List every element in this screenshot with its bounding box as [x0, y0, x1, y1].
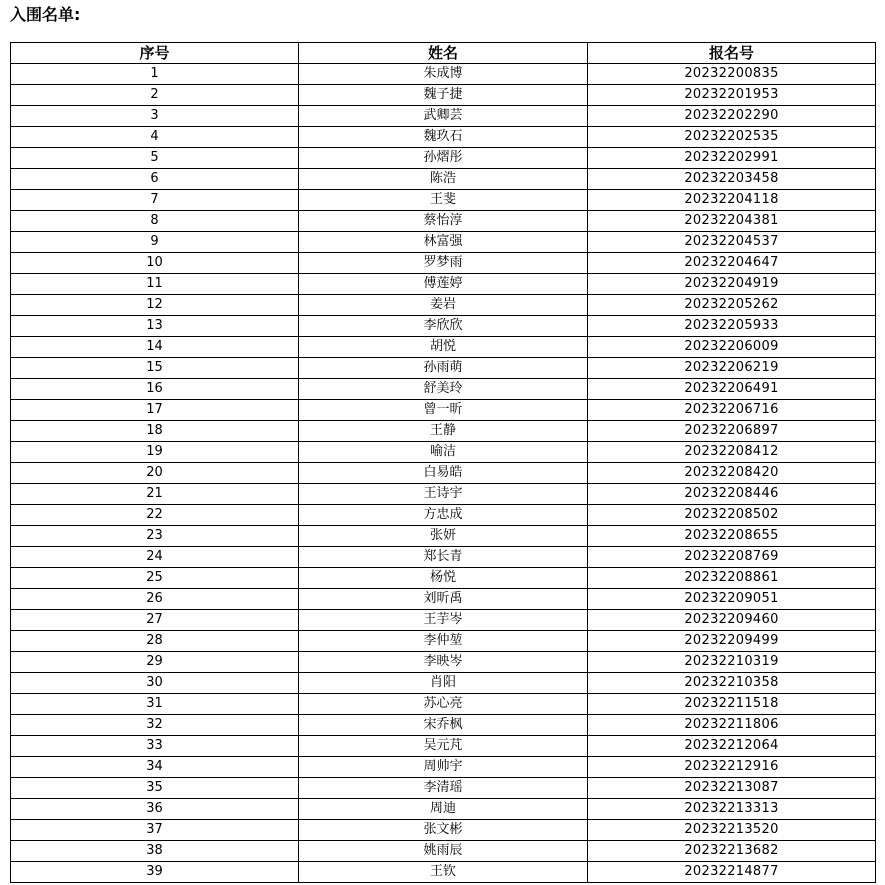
table-row [11, 778, 876, 799]
table-row [11, 736, 876, 757]
cell-index: 1 [11, 64, 299, 85]
cell-index: 13 [11, 316, 299, 337]
table-row [11, 568, 876, 589]
cell-name: 朱成博 [299, 64, 588, 85]
cell-name: 舒美玲 [299, 379, 588, 400]
table-row [11, 421, 876, 442]
table-row [11, 253, 876, 274]
column-header-index: 序号 [11, 43, 299, 64]
cell-registration-number: 20232213313 [588, 799, 876, 820]
cell-registration-number: 20232206009 [588, 337, 876, 358]
cell-registration-number: 20232204919 [588, 274, 876, 295]
cell-index: 26 [11, 589, 299, 610]
shortlist-table [10, 42, 876, 883]
cell-registration-number: 20232203458 [588, 169, 876, 190]
table-row [11, 715, 876, 736]
cell-name: 王斐 [299, 190, 588, 211]
table-row [11, 358, 876, 379]
table-row [11, 694, 876, 715]
cell-name: 陈浩 [299, 169, 588, 190]
cell-index: 38 [11, 841, 299, 862]
cell-index: 16 [11, 379, 299, 400]
cell-registration-number: 20232204118 [588, 190, 876, 211]
table-row [11, 211, 876, 232]
table-row [11, 862, 876, 883]
table-row [11, 631, 876, 652]
column-header-registration-number: 报名号 [588, 43, 876, 64]
cell-name: 肖阳 [299, 673, 588, 694]
table-row [11, 274, 876, 295]
cell-name: 李欣欣 [299, 316, 588, 337]
table-row [11, 757, 876, 778]
table-row [11, 232, 876, 253]
cell-index: 7 [11, 190, 299, 211]
cell-name: 刘昕禹 [299, 589, 588, 610]
cell-registration-number: 20232205933 [588, 316, 876, 337]
table-row [11, 169, 876, 190]
table-row [11, 400, 876, 421]
cell-registration-number: 20232200835 [588, 64, 876, 85]
table-row [11, 85, 876, 106]
cell-name: 白易皓 [299, 463, 588, 484]
table-row [11, 673, 876, 694]
table-row [11, 526, 876, 547]
cell-name: 宋乔枫 [299, 715, 588, 736]
cell-index: 18 [11, 421, 299, 442]
cell-name: 方忠成 [299, 505, 588, 526]
table-row [11, 652, 876, 673]
cell-name: 王钦 [299, 862, 588, 883]
cell-name: 姜岩 [299, 295, 588, 316]
cell-index: 39 [11, 862, 299, 883]
table-row [11, 337, 876, 358]
cell-index: 31 [11, 694, 299, 715]
table-row [11, 190, 876, 211]
cell-name: 魏子捷 [299, 85, 588, 106]
table-row [11, 484, 876, 505]
cell-name: 魏玖石 [299, 127, 588, 148]
cell-registration-number: 20232204537 [588, 232, 876, 253]
cell-registration-number: 20232209460 [588, 610, 876, 631]
cell-registration-number: 20232204381 [588, 211, 876, 232]
table-row [11, 295, 876, 316]
cell-registration-number: 20232206897 [588, 421, 876, 442]
cell-name: 王静 [299, 421, 588, 442]
cell-index: 14 [11, 337, 299, 358]
cell-index: 15 [11, 358, 299, 379]
cell-index: 6 [11, 169, 299, 190]
cell-name: 周帅宇 [299, 757, 588, 778]
cell-index: 28 [11, 631, 299, 652]
cell-index: 3 [11, 106, 299, 127]
cell-index: 11 [11, 274, 299, 295]
table-row [11, 442, 876, 463]
table-row [11, 379, 876, 400]
cell-index: 36 [11, 799, 299, 820]
cell-index: 37 [11, 820, 299, 841]
cell-index: 29 [11, 652, 299, 673]
cell-registration-number: 20232208412 [588, 442, 876, 463]
cell-name: 林富强 [299, 232, 588, 253]
cell-index: 25 [11, 568, 299, 589]
cell-name: 王芋岑 [299, 610, 588, 631]
cell-name: 曾一昕 [299, 400, 588, 421]
cell-registration-number: 20232210358 [588, 673, 876, 694]
cell-index: 8 [11, 211, 299, 232]
cell-registration-number: 20232213682 [588, 841, 876, 862]
cell-index: 20 [11, 463, 299, 484]
cell-name: 胡悦 [299, 337, 588, 358]
cell-index: 12 [11, 295, 299, 316]
cell-name: 喻洁 [299, 442, 588, 463]
table-row [11, 820, 876, 841]
cell-registration-number: 20232213087 [588, 778, 876, 799]
cell-registration-number: 20232204647 [588, 253, 876, 274]
cell-registration-number: 20232208420 [588, 463, 876, 484]
cell-registration-number: 20232209499 [588, 631, 876, 652]
cell-index: 32 [11, 715, 299, 736]
cell-index: 22 [11, 505, 299, 526]
table-row [11, 505, 876, 526]
table-row [11, 316, 876, 337]
table-row [11, 64, 876, 85]
cell-registration-number: 20232208861 [588, 568, 876, 589]
cell-registration-number: 20232209051 [588, 589, 876, 610]
table-row [11, 547, 876, 568]
cell-name: 姚雨辰 [299, 841, 588, 862]
cell-name: 罗梦雨 [299, 253, 588, 274]
cell-index: 34 [11, 757, 299, 778]
cell-registration-number: 20232212064 [588, 736, 876, 757]
cell-name: 李仲堃 [299, 631, 588, 652]
cell-index: 9 [11, 232, 299, 253]
cell-index: 10 [11, 253, 299, 274]
cell-index: 21 [11, 484, 299, 505]
cell-name: 傅莲婷 [299, 274, 588, 295]
cell-registration-number: 20232208655 [588, 526, 876, 547]
cell-index: 24 [11, 547, 299, 568]
cell-registration-number: 20232201953 [588, 85, 876, 106]
cell-index: 2 [11, 85, 299, 106]
cell-registration-number: 20232202991 [588, 148, 876, 169]
column-header-name: 姓名 [299, 43, 588, 64]
cell-index: 17 [11, 400, 299, 421]
cell-registration-number: 20232202290 [588, 106, 876, 127]
cell-registration-number: 20232206219 [588, 358, 876, 379]
cell-name: 吴元芃 [299, 736, 588, 757]
cell-index: 35 [11, 778, 299, 799]
cell-registration-number: 20232210319 [588, 652, 876, 673]
cell-name: 郑长青 [299, 547, 588, 568]
cell-name: 苏心亮 [299, 694, 588, 715]
cell-registration-number: 20232208769 [588, 547, 876, 568]
cell-index: 30 [11, 673, 299, 694]
cell-registration-number: 20232208502 [588, 505, 876, 526]
cell-name: 李映岑 [299, 652, 588, 673]
table-row [11, 106, 876, 127]
table-row [11, 610, 876, 631]
cell-index: 27 [11, 610, 299, 631]
cell-registration-number: 20232202535 [588, 127, 876, 148]
cell-name: 蔡怡淳 [299, 211, 588, 232]
cell-index: 5 [11, 148, 299, 169]
cell-name: 周迪 [299, 799, 588, 820]
table-header-row [11, 43, 876, 64]
cell-registration-number: 20232206716 [588, 400, 876, 421]
table-row [11, 841, 876, 862]
table-row [11, 148, 876, 169]
cell-registration-number: 20232213520 [588, 820, 876, 841]
cell-name: 杨悦 [299, 568, 588, 589]
cell-index: 33 [11, 736, 299, 757]
cell-registration-number: 20232212916 [588, 757, 876, 778]
cell-index: 23 [11, 526, 299, 547]
cell-registration-number: 20232208446 [588, 484, 876, 505]
cell-name: 张妍 [299, 526, 588, 547]
cell-registration-number: 20232206491 [588, 379, 876, 400]
cell-name: 李清瑶 [299, 778, 588, 799]
cell-registration-number: 20232205262 [588, 295, 876, 316]
cell-registration-number: 20232211806 [588, 715, 876, 736]
page-title: 入围名单: [10, 5, 81, 24]
cell-name: 孙熠彤 [299, 148, 588, 169]
cell-index: 4 [11, 127, 299, 148]
table-row [11, 589, 876, 610]
cell-name: 张文彬 [299, 820, 588, 841]
cell-name: 孙雨萌 [299, 358, 588, 379]
cell-name: 王诗宇 [299, 484, 588, 505]
table-row [11, 127, 876, 148]
cell-index: 19 [11, 442, 299, 463]
cell-registration-number: 20232214877 [588, 862, 876, 883]
table-row [11, 799, 876, 820]
cell-name: 武卿芸 [299, 106, 588, 127]
table-body [11, 64, 876, 883]
cell-registration-number: 20232211518 [588, 694, 876, 715]
table-row [11, 463, 876, 484]
